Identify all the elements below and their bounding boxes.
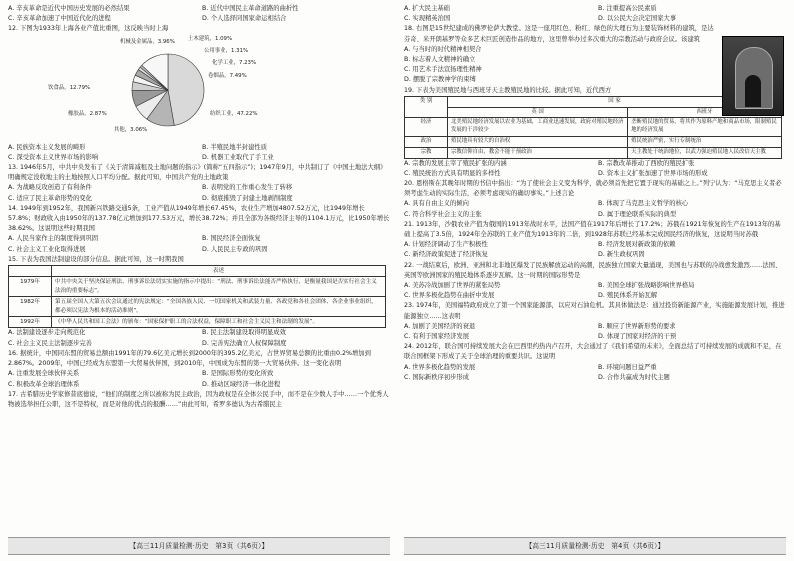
q18-option-b: B. 标志着人文精神的确立 xyxy=(404,56,476,64)
q15-text: 《中华人民共和国工会法》的颁布：“国家保护职工的合法权益，保障职工和社会主义民主和法制的发展”。 xyxy=(52,317,386,328)
q23-stem: 23. 1974年，美国福特政府成立了第一个国家能源部，以应对石油危机。其具体做法是：通过投资新能源产业，实施能源发展计划，推进能源独立……这表明 xyxy=(404,302,785,320)
q19-britain-cell: 殖民地具有较大的自治权 xyxy=(448,137,628,148)
q22-stem: 22. 一战结束后，欧洲、亚洲和北非地区爆发了民族解放运动的高潮，民族独立国家大量涌现，美国也与苏联的冷战愈发激烈……法国、英国等欧洲国家的殖民地体系逐步瓦解。这一时期的国际形势是 xyxy=(404,261,782,279)
q21-option-a: A. 计划经济调动了生产积极性 xyxy=(404,241,488,249)
q17-option-a: A. 扩大民主基础 xyxy=(404,5,450,12)
q19-category-header: 类 别 xyxy=(405,96,448,118)
q21-stem: 21. 1913年，沙俄农业产值为俄国的1913年战时水平，法国产值在1917年后增长了17.2%；苏俄在1921年恢复的生产在1913年的基础上提高了3.5倍，1924年全苏联的工业产值为1913年的二倍，到1928年苏联已经基本完成国民经济的恢复，这说明当时苏俄 xyxy=(404,220,781,239)
q19-stem: 19. 下表为美国殖民地与西班牙天主教殖民地的比较。据此可知，近代西方 xyxy=(404,86,612,94)
q12-option-d: D. 机器工业取代了手工业 xyxy=(202,153,274,161)
q11-option-b: B. 近代中国民主革命道路的曲折性 xyxy=(202,5,299,12)
q12-options xyxy=(8,143,390,163)
q16-option-c: C. 积极改革全球治理体系 xyxy=(8,380,80,388)
cathedral-door xyxy=(745,75,761,107)
q17-stem: 17. 古希腊历史学家修昔底德说，“他们的制度之所以被称为民主政治，因为政权是在全体公民手中，而不是在少数人手中……一个优秀人物被选举担任公职，这不是特权，而是对他的优点的报酬……”由此可知，希罗多德认为古希腊民主 xyxy=(8,390,389,408)
q19-options xyxy=(404,159,786,179)
q20-option-c: C. 符合科学社会主义的主张 xyxy=(404,210,482,218)
table-row xyxy=(405,147,782,158)
q24-stem: 24. 2012年，联合国可持续发展大会在巴西里约热内卢召开，大会通过了《我们希望的未来》，全面总结了可持续发展的成就和不足，在联合国框架下形成了关于全球治理的重要共识。这说明 xyxy=(404,343,782,361)
q21-option-d: D. 新生政权巩固 xyxy=(598,251,645,259)
q15-year: 1982年 xyxy=(9,297,52,317)
q21-options xyxy=(404,240,786,260)
q22-option-a: A. 美苏冷战加剧了世界的紧张局势 xyxy=(404,282,501,290)
q13-option-d: D. 彻底摧毁了封建土地剥削制度 xyxy=(202,194,293,202)
q12-option-b: B. 半殖民地半封建性质 xyxy=(202,143,267,151)
q23-option-b: B. 顺应了世界新形势的要求 xyxy=(598,322,676,330)
q15-table xyxy=(8,265,386,328)
q14-option-c: C. 社会主义工业化取得进展 xyxy=(8,245,86,253)
q19-country-header: 国 家 xyxy=(448,96,782,107)
q20-option-b: B. 体现了马克思主义哲学的核心 xyxy=(598,200,689,208)
q15-stem: 15. 下表为我国法制建设的部分信息。据此可知，这一时期我国 xyxy=(8,255,184,263)
q19-cat: 政治 xyxy=(405,137,448,148)
q15-year: 1992年 xyxy=(9,317,52,328)
q19-britain-header: 英 国 xyxy=(448,107,628,118)
q17-option-c: C. 实现精英治国 xyxy=(404,15,451,23)
q24-option-a: A. 世界多极化趋势的发展 xyxy=(404,363,476,371)
q18-option-d: D. 摆脱了宗教神学的束缚 xyxy=(404,76,476,84)
page-3-column xyxy=(8,4,390,532)
q15-text: 第五届全国人大第五次会议通过的宪法规定：“全国各族人民、一切国家机关和武装力量、各政党和各社会团体、各企业事业组织，都必须以宪法为根本的活动准则”。 xyxy=(52,297,386,317)
q13-option-b: B. 表明党的工作重心发生了转移 xyxy=(202,184,293,192)
pie-label: 机械及金属品，3.96% xyxy=(120,38,175,45)
q15-options xyxy=(8,328,390,348)
q24-option-d: D. 合作共赢成为时代主题 xyxy=(598,373,670,381)
q16-option-a: A. 注重发展全球伙伴关系 xyxy=(8,370,80,378)
q15-option-d: D. 完善宪法确立人权保障制度 xyxy=(202,339,287,347)
q18-option-a: A. 与当时的时代精神相契合 xyxy=(404,45,482,53)
q17-option-b: B. 注重提高公民素质 xyxy=(598,5,657,12)
q17-option-d: D. 以公民大会决定国家大事 xyxy=(598,15,677,23)
q12-pie-chart xyxy=(8,35,390,143)
q23-option-c: C. 有利于国家经济发展 xyxy=(404,333,470,341)
q11-options xyxy=(8,4,390,24)
table-row xyxy=(405,118,782,137)
pie-label: 橡胶品，2.87% xyxy=(68,110,107,117)
q15-text: 中共中央关于坚决保证刑法、刑事诉讼法切实实施的指示中提出：“刑法、刑事诉讼法能否严格执行，是衡量我国是否实行社会主义法治的重要标志”。 xyxy=(52,277,386,297)
q21-option-b: B. 经济发展对新政策的依赖 xyxy=(598,241,676,249)
page-4-column xyxy=(404,4,786,532)
q19-option-b: B. 宗教改革推动了西欧的殖民扩张 xyxy=(598,159,695,167)
q11-option-a: A. 辛亥革命是近代中国历史发展的必然结果 xyxy=(8,5,130,12)
q16-option-b: B. 是国际形势的变化所致 xyxy=(202,370,274,378)
q14-stem: 14. 1949年到1952年，我国新兴铁路交通5条，工业产值从1949年增长67.45%，农业生产增加4807.52万元，比1949年增长57.8%；财政收入由1950年的137.78亿元增加到177.53万元，增长38.72%；并且全部为各级经济主导的1104.1万元，比1950年增长38.62%。这说明这些时期我国 xyxy=(8,204,390,233)
q24-option-c: C. 国际新秩序初步形成 xyxy=(404,373,470,381)
cathedral-photo xyxy=(722,36,784,116)
q12-option-c: C. 深受资本主义世界市场的影响 xyxy=(8,153,99,161)
q19-spain-cell: 垄断殖民地的贸易，将其作为原料产地和商品市场，限制殖民地的经济发展 xyxy=(628,118,782,137)
q23-options xyxy=(404,322,786,342)
q18-stem: 18. 右图是15世纪建成的佛罗伦萨大教堂。这是一座用红色、粉红、绿色的大理石为主要装饰材料的建筑，是达芬奇、米开朗基罗等众多艺术巨匠创造作品的地方，这里曾举办过多次重大的宗教活动与政府会议。该建筑 xyxy=(404,25,714,43)
q16-option-d: D. 推动区域经济一体化进程 xyxy=(202,380,281,388)
pie-label: 化学工业，7.23% xyxy=(212,59,257,66)
q15-option-a: A. 法制建设逐步走向规范化 xyxy=(8,329,86,337)
q23-option-a: A. 加剧了美国经济的衰退 xyxy=(404,322,476,330)
pie-svg xyxy=(48,35,288,141)
q15-year: 1979年 xyxy=(9,277,52,297)
q13-option-c: C. 适应了民主革命形势的变化 xyxy=(8,194,92,202)
q16-stem: 16. 据统计，中国同东盟的贸易总额由1991年的79.6亿美元增长到2000年的395.2亿美元，占世界贸易总额的比重由0.2%增加到2.867%。2009年，中国已经成为东盟第一大贸易伙伴国，到2010年，中国成为东盟的第一大贸易伙伴。这一变化表明 xyxy=(8,349,371,368)
q19-spain-cell: 天主教处于统治地位，以武力强迫殖民地人民改信天主教 xyxy=(628,147,782,158)
q15-year-header xyxy=(9,266,52,277)
q24-option-b: B. 环境问题日益严重 xyxy=(598,363,657,371)
q19-spain-header: 西班牙 xyxy=(628,107,782,118)
pie-slice xyxy=(168,54,204,125)
q19-option-d: D. 资本主义扩张加速了世界市场的形成 xyxy=(598,169,708,177)
table-row xyxy=(9,297,386,317)
q13-options xyxy=(8,183,390,203)
q19-option-a: A. 宗教的发展主宰了殖民扩张的内涵 xyxy=(404,159,507,167)
pie-label: 土木建筑，1.09% xyxy=(188,35,233,42)
q19-option-c: C. 殖民统治方式具有明显的多样性 xyxy=(404,169,501,177)
q16-options xyxy=(8,369,390,389)
q14-option-b: B. 国民经济全面恢复 xyxy=(202,235,261,243)
q22-option-d: D. 殖民体系开始瓦解 xyxy=(598,292,658,300)
q14-option-d: D. 人民民主专政的巩固 xyxy=(202,245,268,253)
pie-label: 卷烟品，7.49% xyxy=(208,72,247,79)
q21-option-c: C. 新经济政策促进了经济恢复 xyxy=(404,251,488,259)
q13-stem: 13. 1946年5月，中共中央发布了《关于清算减租及土地问题的指示》(简称“五四指示”)；1947年9月，中共制订了《中国土地法大纲》明确规定没收地主的土地按照人口平均分配。据此可知，中国共产党的土地政策 xyxy=(8,164,387,182)
q19-britain-cell: 宗教信仰自由，教会不能干预政治 xyxy=(448,147,628,158)
table-row xyxy=(9,317,386,328)
q13-option-a: A. 为战略反攻创造了有利条件 xyxy=(8,184,92,192)
q11-option-d: D. 个人选择同国家命运相结合 xyxy=(202,15,287,23)
pie-label: 纺织工业，47.22% xyxy=(210,110,258,117)
q12-stem: 12. 下图为1933年上海各业产值比重图，这反映当时上海 xyxy=(8,25,169,33)
q20-stem: 20. 恩格斯在其晚年时期的书信中指出：“为了使社会主义变为科学，就必须首先把它置于现实的基础之上。”列宁认为：“马克思主义者必须考虑生动的实际生活，必须考虑现实的确切事实。”上述言论 xyxy=(404,180,782,198)
q24-options xyxy=(404,363,786,383)
q19-spain-cell: 殖民统治严密，实行专制统治 xyxy=(628,137,782,148)
pie-label: 公用事业，1.31% xyxy=(204,47,249,54)
q22-option-c: C. 世界多极化趋势在曲折中发展 xyxy=(404,292,495,300)
q12-option-a: A. 民族资本主义发展的畸形 xyxy=(8,143,86,151)
table-row xyxy=(9,277,386,297)
q17-options xyxy=(404,4,786,24)
q23-option-d: D. 体现了国家对经济的干预 xyxy=(598,333,677,341)
q19-cat: 经济 xyxy=(405,118,448,137)
pie-label: 其他，3.06% xyxy=(114,126,148,133)
q22-options xyxy=(404,281,786,301)
q20-options xyxy=(404,199,786,219)
q15-option-c: C. 社会主义民主法制逐步完善 xyxy=(8,339,92,347)
q14-option-a: A. 人民当家作主的制度得到巩固 xyxy=(8,235,99,243)
table-row xyxy=(405,137,782,148)
q20-option-d: D. 属于理论联系实际的典型 xyxy=(598,210,677,218)
q11-option-c: C. 辛亥革命加速了中国近代化的进程 xyxy=(8,15,111,23)
q18-options xyxy=(404,45,716,86)
footer-page-4: 【高三11月质量检测·历史 第4页（共6页）】 xyxy=(404,537,786,555)
q15-table-header: 表述 xyxy=(52,266,386,277)
q19-britain-cell: 北美殖民地经济发展以农业为基础，工商业迅速发展，政府对殖民地经济发展的干涉较少 xyxy=(448,118,628,137)
q22-option-b: B. 美国全球扩张战略影响世界格局 xyxy=(598,282,695,290)
pie-label: 饮食品，12.79% xyxy=(48,84,91,91)
q19-cat: 宗教 xyxy=(405,147,448,158)
q15-option-b: B. 民主法制建设取得明显成效 xyxy=(202,329,286,337)
footer-page-3: 【高三11月质量检测·历史 第3页（共6页）】 xyxy=(8,537,390,555)
q14-options xyxy=(8,234,390,254)
q20-option-a: A. 具有自由主义的倾向 xyxy=(404,200,469,208)
q18-option-c: C. 用艺术手法宣扬理性精神 xyxy=(404,66,482,74)
